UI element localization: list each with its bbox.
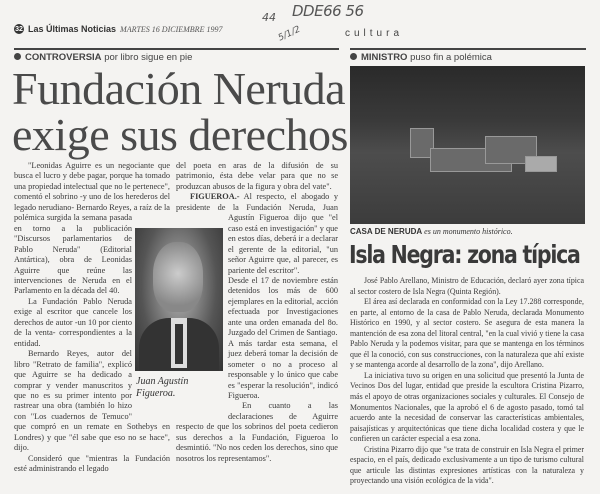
paragraph: El área así declarada en conformidad con la Ley 17.288 corresponde, en parte, al entorno de la casa de Pablo Neruda, declarada Monumento Histórico en 1990, y al sector costero. Se asegura de esta manera la mantención de esa zona del litoral central, "en la cual vivió y tiene la casa Pablo Neruda y la podemos visitar, para que se mantenga en los términos que él la conoció, con sus construcciones, con la naturaleza que ahí existe y se mantenga acorde al desarrollo de la zona", dijo Arellano. bbox=[350, 297, 584, 370]
right-kicker bbox=[350, 52, 492, 64]
page-number: 32 bbox=[15, 25, 23, 33]
paragraph: Bernardo Reyes, autor del libro "Retrato de familia", explicó que Aguirre se ha dedicado a comprar y vender manuscritos y que no es su primer intento por rastrear una obra (también lo hizo con "Los cuadernos de Temuco" que compró en un remate en Sothebys en Londres) y que "él sabe que eso no se hace", dijo. bbox=[14, 349, 170, 453]
divider bbox=[350, 48, 586, 50]
paragraph: Desde el 17 de noviembre están detenidos los más de 600 ejemplares en la editorial, acción efectuada por Investigaciones ante una orden emanada del 8o. Juzgado del Crimen de Santiago. bbox=[228, 275, 338, 338]
issue-date: MARTES 16 DICIEMBRE 1997 bbox=[120, 24, 223, 34]
headline-line: exige sus derechos bbox=[12, 109, 348, 160]
portrait-photo bbox=[135, 228, 223, 371]
subhead: FIGUEROA.- bbox=[190, 192, 240, 202]
caption-text: es un monumento histórico. bbox=[424, 227, 513, 236]
paragraph: La iniciativa tuvo su origen en una solicitud que presentó la Junta de Vecinos Dos del lugar, entidad que preside la escultora Cristina Pizarro, más el apoyo de otras organizaciones sociales y culturales. El Consejo de Monumentos Nacionales, que la aprobó el 6 de agosto pasado, tomó tal acuerdo ante la necesidad de conservar las características ambientales, paisajísticas y arquitectónicas que tiene dicha localidad costera y que le confieren un carácter especial a esa zona. bbox=[350, 370, 584, 444]
headline-line: Fundación Neruda bbox=[12, 63, 346, 114]
paragraph: Consideró que "mientras la Fundación esté administrando el legado bbox=[14, 453, 170, 474]
right-article-body bbox=[350, 276, 584, 487]
paragraph-text: Al respecto, el abogado y presidente de la Fundación Neruda, Juan Agustín Figueroa dijo que "el caso está en investigación" y que en estos días, deberá ir a declarar el gerente de la editorial, "un señor Aguirre que, al parecer, es pariente del escritor". bbox=[176, 192, 338, 275]
masthead bbox=[14, 24, 222, 34]
headline bbox=[12, 63, 348, 160]
paragraph: "Leonidas Aguirre es un negociante que busca el lucro y debe pagar, porque ha tomado una propiedad intelectual que no le pertenece", comentó el sobrino -y uno de los herederos del legado nerudiano- Bernardo Reyes, a raíz de la polémica surgida la semana pasada en torno a la publicación "Discursos parlamentarios de Pablo Neruda" (Editorial Antártica), obra de Leonidas Aguirre que reúne las intervenciones de Neruda en el Parlamento en la década del 40. bbox=[14, 161, 170, 296]
bullet-icon bbox=[350, 53, 357, 60]
paragraph: José Pablo Arellano, Ministro de Educación, declaró ayer zona típica al sector costero de Isla Negra (Quinta Región). bbox=[350, 276, 584, 296]
handwritten-note: 5/1/2 bbox=[276, 24, 303, 44]
kicker-bold: CONTROVERSIA bbox=[25, 52, 102, 63]
paragraph: Cristina Pizarro dijo que "se trata de construir en Isla Negra el primer espacio, en el país, dedicado exclusivamente a un tipo de turismo cultural que articule las distintas expresiones artísticas con la naturaleza y proyectando una visión ecológica de la vida". bbox=[350, 444, 584, 486]
divider bbox=[14, 48, 339, 50]
handwritten-code: DDE66 56 bbox=[292, 2, 364, 20]
photo-caption: Juan Agustín Figueroa. bbox=[136, 376, 189, 399]
paragraph: A más tardar esta semana, el juez deberá tomar la decisión de someter o no a proceso al responsable y lo único que cabe es "esperar la resolución", indicó Figueroa. bbox=[228, 338, 338, 400]
caption-bold: CASA DE NERUDA bbox=[350, 227, 423, 236]
paragraph: del poeta en aras de la difusión de su patrimonio, ésta debe velar para que no se produzcan abusos de la figura y obra del vate". bbox=[176, 161, 338, 191]
bullet-icon bbox=[14, 53, 21, 60]
section-label: cultura bbox=[345, 28, 404, 39]
newspaper-name: Las Últimas Noticias bbox=[28, 24, 117, 34]
house-photo bbox=[350, 66, 585, 224]
subheadline: Isla Negra: zona típica bbox=[349, 240, 580, 269]
paragraph: En cuanto a las declaraciones de Aguirre respecto de que los sobrinos del poeta cedieron sus derechos a la Fundación, Figueroa lo desmintió. "No nos ceden los derechos, sino que nosotros los representamos". bbox=[176, 401, 338, 463]
paragraph: La Fundación Pablo Neruda exige al escritor que cancele los derechos de autor -un 10 por ciento de la venta- correspondientes a la entidad. bbox=[14, 296, 132, 348]
handwritten-note: 44 bbox=[262, 11, 276, 24]
kicker-text: puso fin a polémica bbox=[410, 52, 492, 63]
photo-caption bbox=[350, 227, 513, 237]
kicker-text: por libro sigue en pie bbox=[104, 52, 193, 63]
kicker-bold: MINISTRO bbox=[361, 52, 408, 63]
